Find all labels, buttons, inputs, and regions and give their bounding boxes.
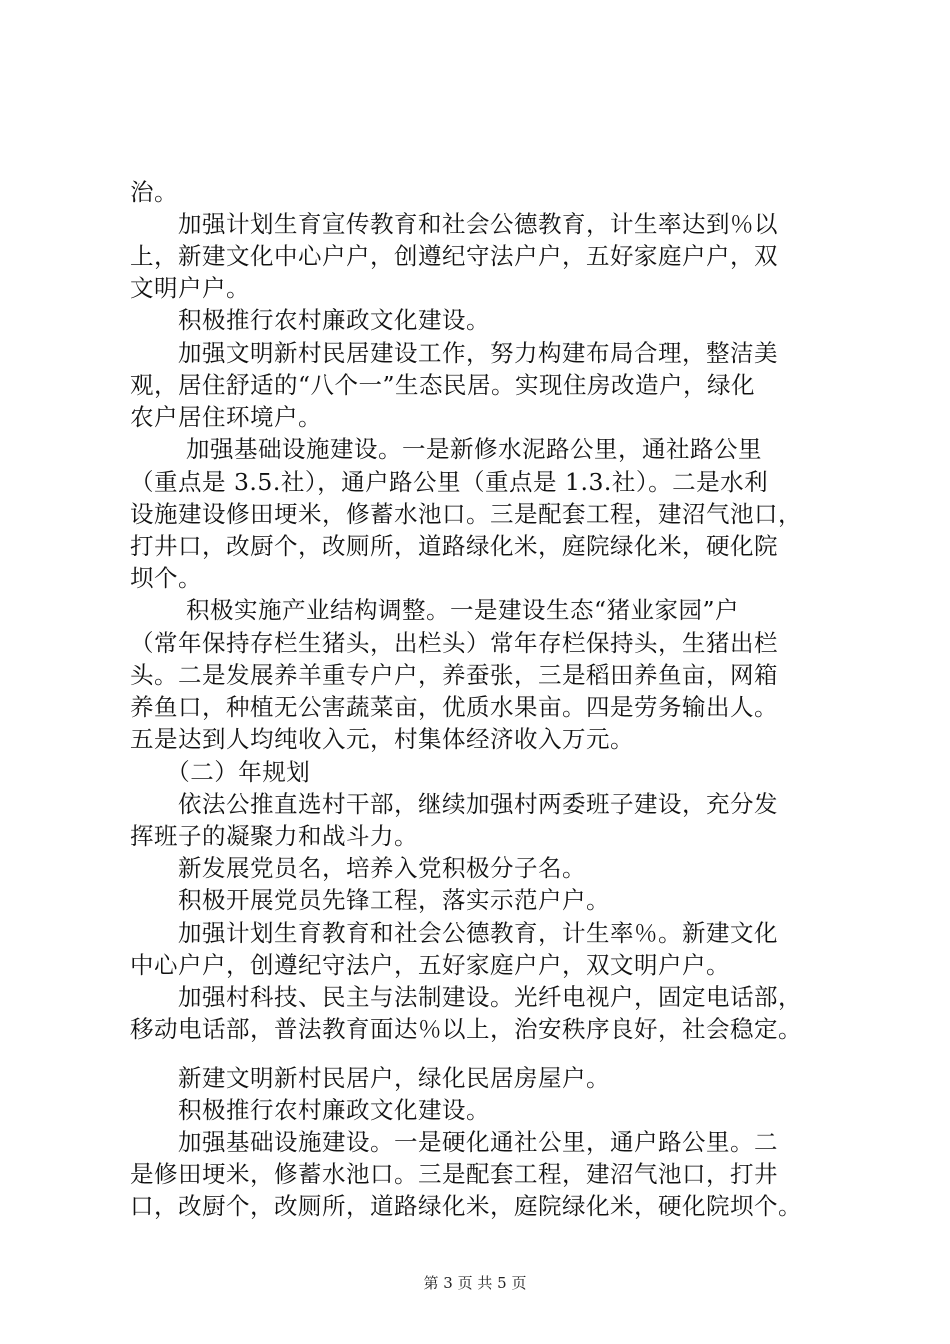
body-text-line: 积极推行农村廉政文化建设。 xyxy=(130,1096,490,1124)
body-text-line: 坝个。 xyxy=(130,564,202,592)
section-heading: （二）年规划 xyxy=(130,758,311,786)
body-text-line: 设施建设修田埂米，修蓄水池口。三是配套工程，建沼气池口， xyxy=(130,500,802,528)
body-text-line: 积极推行农村廉政文化建设。 xyxy=(130,306,490,334)
body-text-line: 观，居住舒适的“八个一”生态民居。实现住房改造户，绿化 xyxy=(130,371,756,399)
body-text-line: 加强基础设施建设。一是硬化通社公里，通户路公里。二 xyxy=(130,1128,778,1156)
body-text-line: 五是达到人均纯收入元，村集体经济收入万元。 xyxy=(130,725,634,753)
body-text-line: 加强文明新村民居建设工作，努力构建布局合理，整洁美 xyxy=(130,339,778,367)
body-text-line: 农户居住环境户。 xyxy=(130,403,322,431)
body-text-line: 加强村科技、民主与法制建设。光纤电视户，固定电话部， xyxy=(130,983,802,1011)
body-text-line: 上，新建文化中心户户，创遵纪守法户户，五好家庭户户，双 xyxy=(130,242,778,270)
body-text-line: 加强计划生育宣传教育和社会公德教育，计生率达到％以 xyxy=(130,210,778,238)
body-text-line: 依法公推直选村干部，继续加强村两委班子建设，充分发 xyxy=(130,790,778,818)
body-text-line: 口，改厨个，改厕所，道路绿化米，庭院绿化米，硬化院坝个。 xyxy=(130,1192,802,1220)
body-text-line: （重点是 3.5.社），通户路公里（重点是 1.3.社）。二是水利 xyxy=(130,468,769,496)
body-text-line: 加强计划生育教育和社会公德教育，计生率％。新建文化 xyxy=(130,919,778,947)
body-text-line: 头。二是发展养羊重专户户，养蚕张，三是稻田养鱼亩，网箱 xyxy=(130,661,778,689)
body-text-line: 养鱼口，种植无公害蔬菜亩，优质水果亩。四是劳务输出人。 xyxy=(130,693,778,721)
body-text-line: 积极实施产业结构调整。一是建设生态“猪业家园”户 xyxy=(130,596,739,624)
body-text-line: 打井口，改厨个，改厕所，道路绿化米，庭院绿化米，硬化院 xyxy=(130,532,778,560)
body-text-line: 挥班子的凝聚力和战斗力。 xyxy=(130,822,418,850)
page-number-footer: 第 3 页 共 5 页 xyxy=(423,1274,527,1292)
body-text-line: 是修田埂米，修蓄水池口。三是配套工程，建沼气池口，打井 xyxy=(130,1160,778,1188)
body-text-line: 积极开展党员先锋工程，落实示范户户。 xyxy=(130,886,610,914)
body-text-line: 治。 xyxy=(130,178,178,206)
body-text-line: 文明户户。 xyxy=(130,274,250,302)
body-text-line: 移动电话部，普法教育面达％以上，治安秩序良好，社会稳定。 xyxy=(130,1015,802,1043)
body-text-line: 新发展党员名，培养入党积极分子名。 xyxy=(130,854,586,882)
body-text-line: 新建文明新村民居户，绿化民居房屋户。 xyxy=(130,1064,610,1092)
body-text-line: （常年保持存栏生猪头，出栏头）常年存栏保持头，生猪出栏 xyxy=(130,629,778,657)
body-text-line: 中心户户，创遵纪守法户，五好家庭户户，双文明户户。 xyxy=(130,951,730,979)
body-text-line: 加强基础设施建设。一是新修水泥路公里，通社路公里 xyxy=(130,435,762,463)
